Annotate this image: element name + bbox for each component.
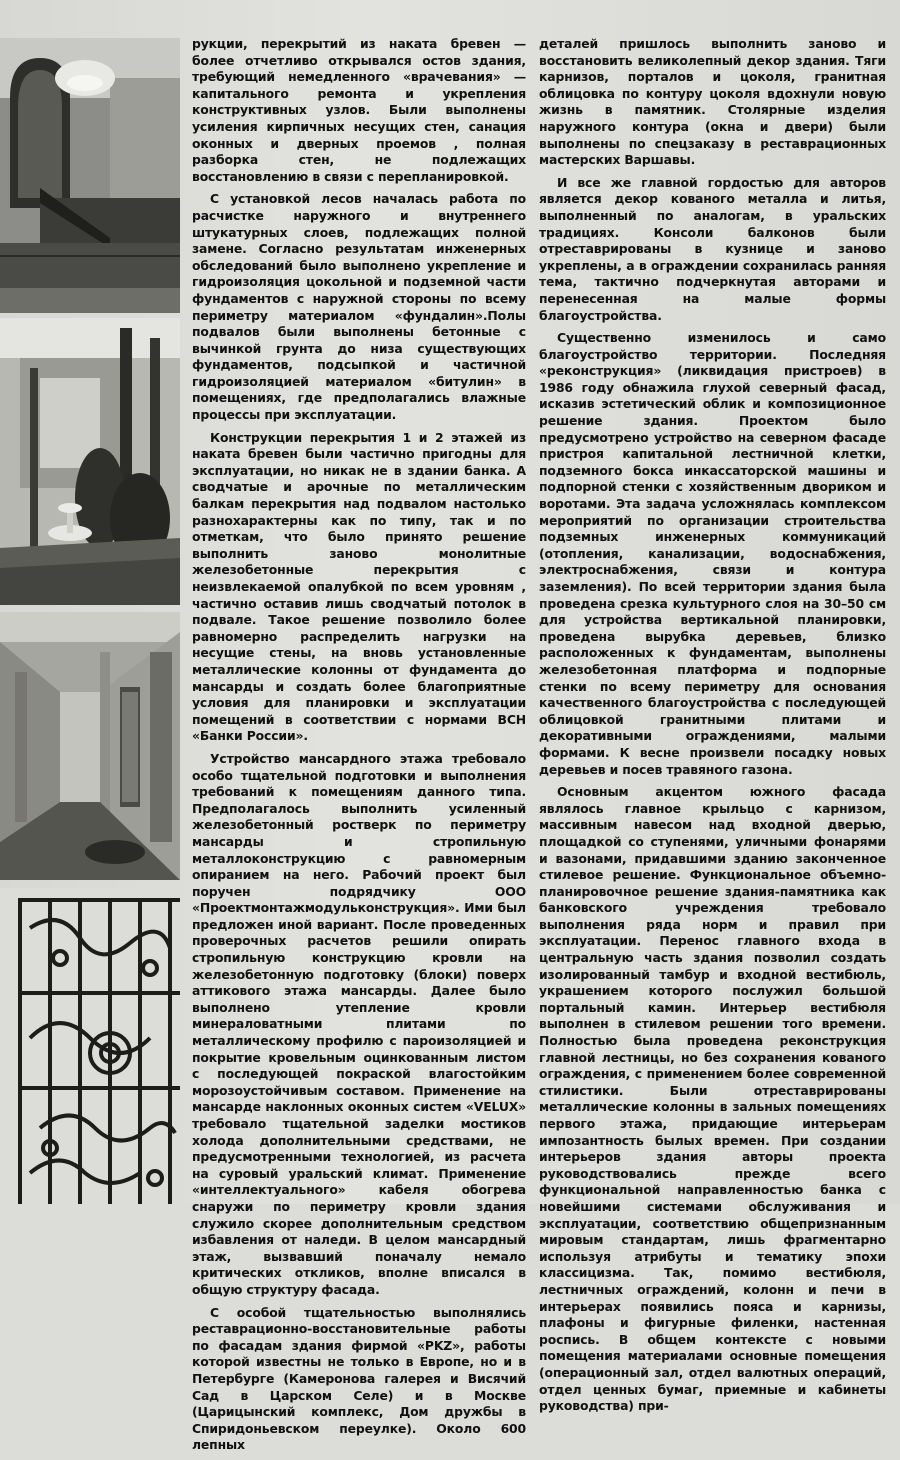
paragraph: С особой тщательностью выполнялись реставрационно-восстановительные работы по фасадам здания фирмой «PKZ», работы которой известны не только в Европе, но и в Петербурге (Камеронова галерея и Висячий Сад в Царском Селе) и в Москве (Царицынский комплекс, Дом дружбы в Спиридоньевском переулке). Около 600 лепных — [192, 1304, 526, 1453]
corridor-photo — [0, 612, 180, 880]
paragraph: Устройство мансардного этажа требовало особо тщательной подготовки и выполнения требований к помещениям данного типа. Предполагалось выполнить усиленный железобетонный ростверк по периметру мансарды и стропильную металлоконструкцию с равномерным опиранием на него. Рабочий проект был поручен подрядчику ООО «Проектмонтажмодульконструкция». Ими был предложен иной вариант. После проведенных проверочных расчетов решили опирать стропильную конструкцию кровли на железобетонную подготовку (блоки) поверх аттикового этажа мансарды. Далее было выполнено утепление кровли минераловатными плитами по металлическому профилю с пароизоляцией и покрытие кровельным оцинкованным листом с последующей покраской влагостойким морозоустойчивым составом. Применение на мансарде наклонных оконных систем «VELUX» требовало тщательной заделки мостиков холода дополнительными средствами, не предусмотренными технологией, из расчета на суровый уральский климат. Применение «интеллектуального» кабеля обогрева снаружи по периметру кровли здания служило скорее дополнительным средством избавления от наледи. В целом мансардный этаж, вызвавший поначалу немало критических откликов, вполне вписался в общую структуру фасада. — [192, 750, 526, 1297]
paragraph: Основным акцентом южного фасада являлось главное крыльцо с карнизом, массивным навесом над входной дверью, площадкой со ступенями, уличными фонарями и вазонами, придавшими зданию законченное стилевое решение. Функциональное объемно-планировочное решение здания-памятника как банковского учреждения требовало выполнения ряда норм и правил при эксплуатации. Перенос главного входа в центральную часть здания позволил создать изолированный тамбур и входной вестибюль, украшением которого послужил большой портальный камин. Интерьер вестибюля выполнен в стилевом решении того времени. Полностью была проведена реконструкция главной лестницы, но без сохранения кованого ограждения, с применением более современной стилистики. Были отреставрированы металлические колонны в зальных помещениях первого этажа, придающие интерьерам импозантность былых времен. При создании интерьеров здания авторы проекта руководствовались прежде всего функциональной направленностью банка с новейшими системами обслуживания и эксплуатации, соответствию общепризнанным мировым стандартам, лишь фрагментарно используя атрибуты и тематику эпохи классицизма. Так, помимо вестибюля, лестничных ограждений, колонн и печи в интерьерах появились пояса и карнизы, плафоны и фигурные филенки, настенная роспись. В общем контексте с новыми помещения материалами основные помещения (операционный зал, отдел валютных операций, отдел ценных бумаг, приемные и кабинеты руководства) при- — [539, 784, 886, 1414]
vestibule-photo — [0, 38, 180, 313]
hall-columns-photo — [0, 318, 180, 605]
paragraph: деталей пришлось выполнить заново и восстановить великолепный декор здания. Тяги карнизов, порталов и цоколя, гранитная облицовка по контуру цоколя вдохнули новую жизнь в памятник. Столярные изделия наружного контура (окна и двери) были выполнены по спецзаказу в реставрационных мастерских Варшавы. — [539, 36, 886, 168]
paragraph: И все же главной гордостью для авторов является декор кованого металла и литья, выполненный по аналогам, в уральских традициях. Консоли балконов были отреставрированы в кузнице и заново укреплены, а в ограждении сохранилась ранняя тема, тактично подчеркнутая авторами и перенесенная на малые формы благоустройства. — [539, 174, 886, 323]
wrought-iron-ornament — [0, 888, 180, 1204]
paragraph: Конструкции перекрытия 1 и 2 этажей из наката бревен были частично пригодны для эксплуатации, но никак не в здании банка. А сводчатые и арочные по металлическим балкам перекрытия над подвалом настолько разнохарактерны как по типу, так и по отметкам, что было принято решение выполнить заново монолитные железобетонные перекрытия с неизвлекаемой опалубкой по всем уровням , частично оставив лишь сводчатый потолок в подвале. Такое решение позволило более равномерно распределить нагрузки на несущие стены, на вновь установленные металлические колонны от фундамента до мансарды и создать более благоприятные условия для планировки и эксплуатации помещений в соответствии с нормами ВСН «Банки России». — [192, 429, 526, 744]
paragraph: Существенно изменилось и само благоустройство территории. Последняя «реконструкция» (ликвидация пристроев) в 1986 году обнажила глухой северный фасад, исказив эстетический облик и композиционное решение здания. Проектом было предусмотрено устройство на северном фасаде пристроя капитальной лестничной клетки, подземного бокса инкассаторской машины и подпорной стенки с хозяйственным двориком и воротами. Эта задача усложнялась комплексом мероприятий по организации строительства подземных инженерных коммуникаций (отопления, канализации, водоснабжения, электроснабжения, связи и контура заземления). По всей территории здания была проведена срезка культурного слоя на 30–50 см для устройства вертикальной планировки, проведена вырубка деревьев, близко расположенных к фундаментам, выполнены железобетонная платформа и подпорные стенки по всему периметру для основания качественного благоустройства с последующей облицовкой гранитными плитами и декоративными ограждениями, малыми формами. К весне произвели посадку новых деревьев и посев травяного газона. — [539, 330, 886, 777]
paragraph: рукции, перекрытий из наката бревен — более отчетливо открывался остов здания, требующий немедленного «врачевания» — капитального ремонта и укрепления конструктивных узлов. Были выполнены усиления кирпичных несущих стен, санация оконных и дверных проемов , полная разборка стен, не подлежащих восстановлению в связи с перепланировкой. — [192, 36, 526, 184]
text-column-left — [192, 36, 526, 1460]
paragraph: С установкой лесов началась работа по расчистке наружного и внутреннего штукатурных слоев, подлежащих полной замене. Согласно результатам инженерных обследований было выполнено укрепление и гидроизоляция цокольной и подземной части фундаментов с наружной стороны по всему периметру материалом «фундалин».Полы подвалов были выполнены бетонные с вычинкой грунта до низа существующих фундаментов, подсыпкой и частичной гидроизоляцией материалом «битулин» в помещениях, где предполагались влажные процессы при эксплуатации. — [192, 191, 526, 423]
text-column-right — [539, 36, 886, 1421]
